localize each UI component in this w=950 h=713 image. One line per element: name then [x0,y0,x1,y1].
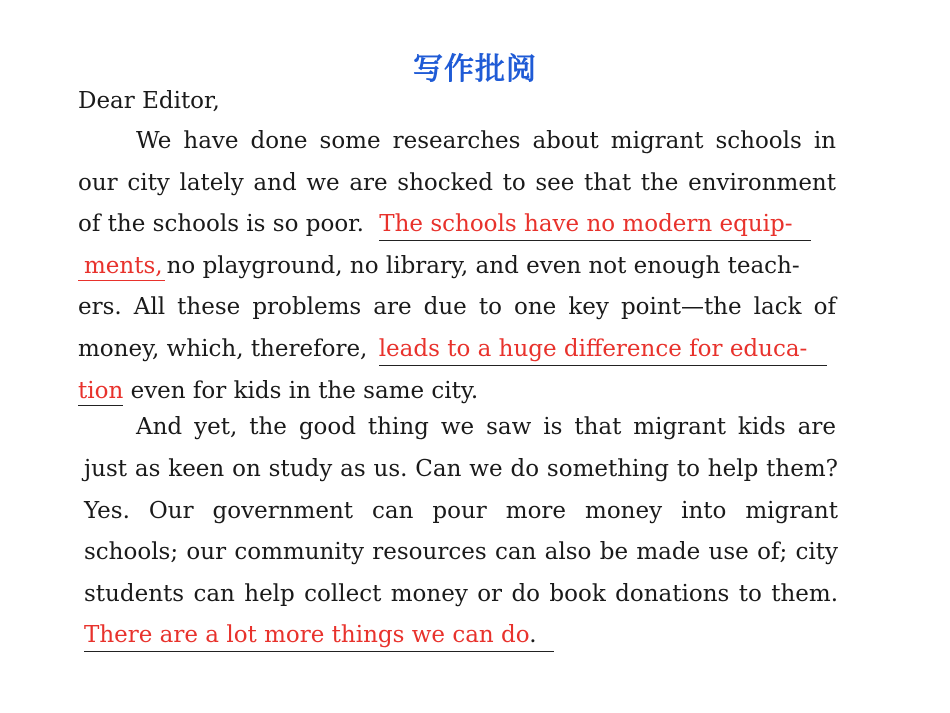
text-line [78,334,836,366]
text-line: just as keen on study as us. Can we do something to help them? [84,456,838,482]
text-line: Yes. Our government can pour more money into migrant [84,498,838,524]
original-text: even for kids in the same city. [130,378,479,404]
correction-text: There are a lot more things we can do [84,622,530,648]
text-line: schools; our community resources can also be made use of; city [84,539,838,565]
text-line [78,209,836,241]
correction-text: ments, [78,253,165,281]
correction-text: tion [78,378,124,404]
correction-blank [379,209,811,241]
salutation: Dear Editor, [78,88,220,114]
period: . [529,622,537,648]
original-text: of the schools is so poor. [78,211,364,237]
correction-blank [84,620,554,652]
original-text: no playground, no library, and even not enough teach- [166,253,800,279]
original-text: money, which, therefore, [78,336,368,362]
text-line: And yet, the good thing we saw is that migrant kids are [136,414,836,440]
text-line: We have done some researches about migrant schools in [136,128,836,154]
text-line: our city lately and we are shocked to see that the environment [78,170,836,196]
text-line [78,376,836,406]
text-line [84,620,842,652]
text-line: ers. All these problems are due to one key point—the lack of [78,294,836,320]
correction-text: The schools have no modern equip- [379,211,793,237]
text-line [78,251,836,281]
page-title: 写作批阅 [413,52,537,87]
correction-text: leads to a huge difference for educa- [378,336,808,362]
correction-blank [379,334,827,366]
text-line: students can help collect money or do book donations to them. [84,581,838,607]
